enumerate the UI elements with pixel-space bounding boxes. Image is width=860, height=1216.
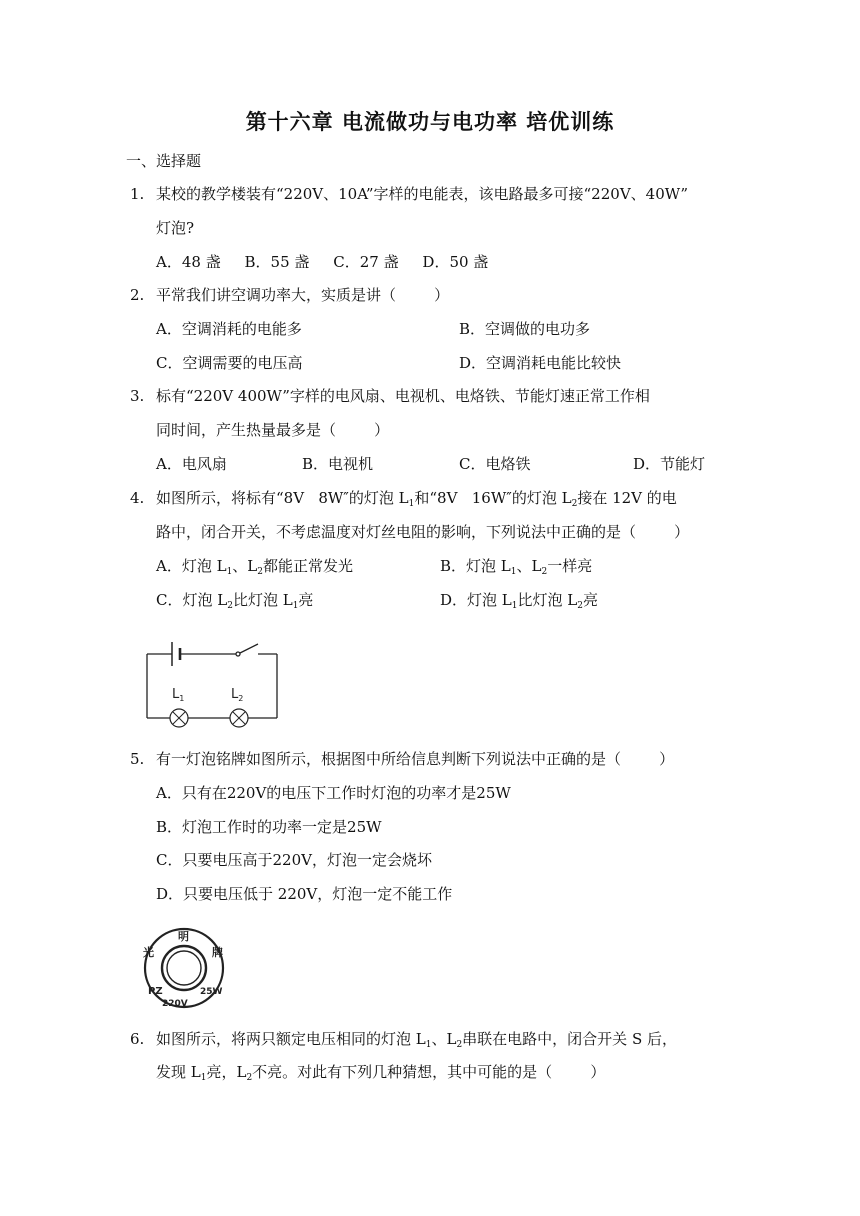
- q2-option-a: A．空调消耗的电能多: [156, 320, 302, 338]
- q3-text-line1: 标有“220V 400W”字样的电风扇、电视机、电烙铁、节能灯速正常工作相: [156, 387, 650, 405]
- q6-number: 6.: [130, 1030, 145, 1048]
- bulb-nameplate-diagram: [138, 926, 230, 1010]
- lamp-l1-label: $L_1$: [172, 687, 185, 703]
- page-title: 第十六章 电流做功与电功率 培优训练: [245, 109, 615, 134]
- q4-option-d: D．灯泡 $L_1$比灯泡 $L_2$亮: [440, 591, 598, 611]
- plate-text-right: 牌: [212, 946, 223, 959]
- lamp-l2-label: $L_2$: [231, 687, 244, 703]
- q5-number: 5.: [130, 750, 145, 768]
- q1-options: A．48 盏 B．55 盏 C．27 盏 D．50 盏: [156, 253, 489, 271]
- q3-option-b: B．电视机: [302, 455, 374, 473]
- q4-option-b: B．灯泡 $L_1$、$L_2$一样亮: [440, 557, 593, 577]
- q5-option-c: C．只要电压高于220V，灯泡一定会烧坏: [156, 851, 432, 869]
- q4-text-line2: 路中，闭合开关，不考虑温度对灯丝电阻的影响，下列说法中正确的是（ ）: [156, 523, 690, 541]
- plate-text-voltage: 220V: [162, 999, 188, 1009]
- q5-option-b: B．灯泡工作时的功率一定是25W: [156, 818, 382, 836]
- q5-option-a: A．只有在220V的电压下工作时灯泡的功率才是25W: [156, 784, 511, 802]
- q4-option-a: A．灯泡 $L_1$、$L_2$都能正常发光: [156, 557, 354, 577]
- lamp-l2-symbol: [230, 709, 248, 727]
- q1-text-line1: 某校的教学楼装有“220V、10A”字样的电能表，该电路最多可接“220V、40W”: [156, 185, 689, 203]
- q2-option-b: B．空调做的电功多: [459, 320, 591, 338]
- q2-number: 2.: [130, 286, 145, 304]
- section-heading: 一、选择题: [126, 152, 202, 170]
- q1-text-line2: 灯泡?: [156, 219, 195, 237]
- lamp-l1-symbol: [170, 709, 188, 727]
- q2-text: 平常我们讲空调功率大，实质是讲（ ）: [156, 286, 450, 304]
- q6-text-line1: 如图所示，将两只额定电压相同的灯泡 $L_1$、$L_2$串联在电路中，闭合开关 S 后，: [156, 1030, 677, 1050]
- q3-option-c: C．电烙铁: [459, 455, 531, 473]
- q5-text: 有一灯泡铭牌如图所示，根据图中所给信息判断下列说法中正确的是（ ）: [156, 750, 675, 768]
- q4-option-c: C．灯泡 $L_2$比灯泡 $L_1$亮: [156, 591, 314, 611]
- q4-text-line1: 如图所示，将标有“8V 8W″的灯泡 $L_1$和“8V 16W″的灯泡 $L_2$接在 12V 的电: [156, 489, 677, 509]
- plate-text-top: 明: [178, 930, 189, 943]
- plate-text-pz: PZ: [148, 986, 163, 997]
- series-circuit-diagram: [140, 636, 285, 728]
- q2-option-c: C．空调需要的电压高: [156, 354, 303, 372]
- q4-number: 4.: [130, 489, 145, 507]
- q6-text-line2: 发现 $L_1$亮，$L_2$不亮。对此有下列几种猜想，其中可能的是（ ）: [156, 1063, 606, 1083]
- q2-option-d: D．空调消耗电能比较快: [459, 354, 622, 372]
- q5-option-d: D．只要电压低于 220V，灯泡一定不能工作: [156, 885, 453, 903]
- plate-text-wattage: 25W: [200, 987, 223, 997]
- q3-option-d: D．节能灯: [633, 455, 706, 473]
- plate-text-left: 光: [143, 946, 154, 959]
- q3-text-line2: 同时间，产生热量最多是（ ）: [156, 421, 390, 439]
- q3-number: 3.: [130, 387, 145, 405]
- q1-number: 1.: [130, 185, 145, 203]
- q3-option-a: A．电风扇: [156, 455, 227, 473]
